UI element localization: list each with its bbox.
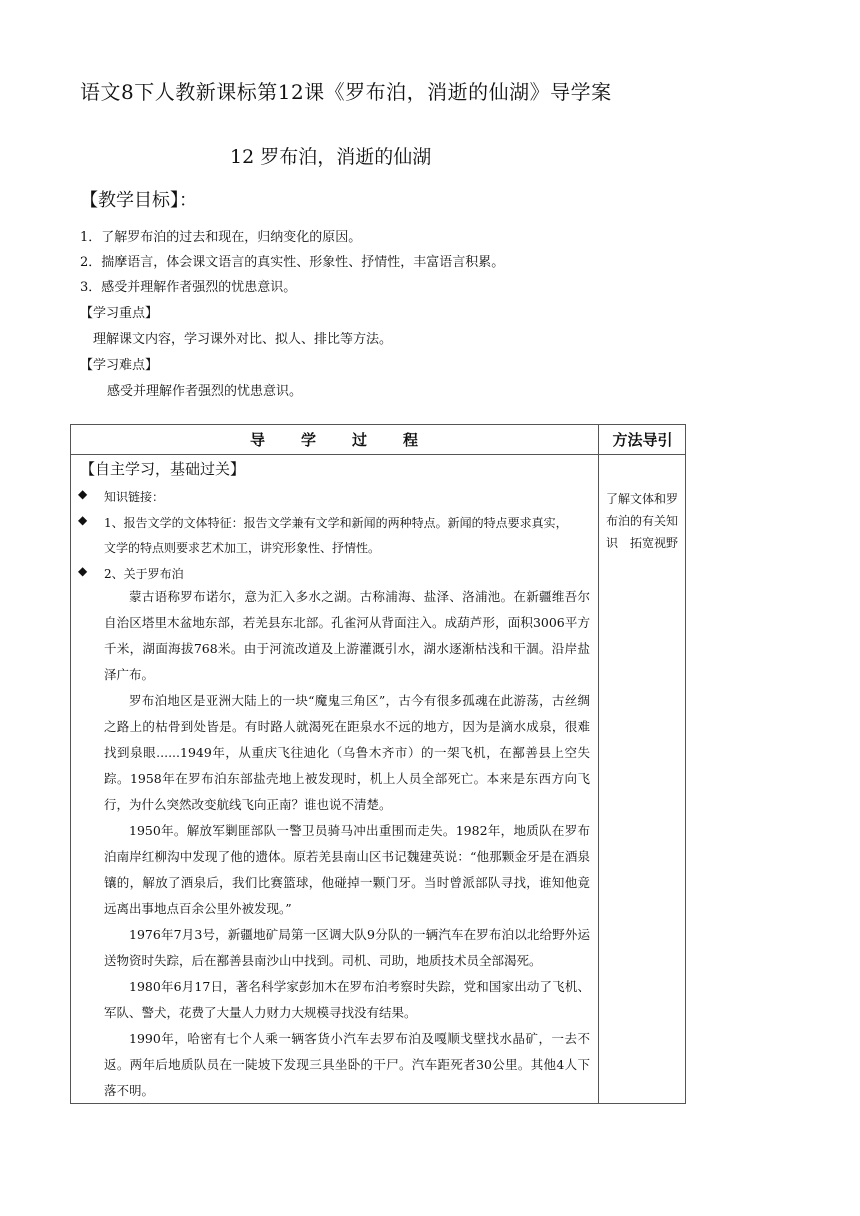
objective-item: 1．了解罗布泊的过去和现在，归纳变化的原因。 [80,230,362,245]
paragraph: 蒙古语称罗布诺尔，意为汇入多水之湖。古称浦海、盐泽、洛浦池。在新疆维吾尔自治区塔里木盆地东部，若羌县东北部。孔雀河从背面注入。成葫芦形，面积3006平方千米，湖面海拔768米。由于河流改道及上游灌溉引水，湖水逐渐枯浅和干涸。沿岸盐泽广布。 [104,589,590,682]
diamond-bullet-icon: ◆ [78,487,88,501]
paragraph: 1950年。解放军剿匪部队一警卫员骑马冲出重围而走失。1982年，地质队在罗布泊南岸红柳沟中发现了他的遗体。原若羌县南山区书记魏建英说：“他那颗金牙是在酒泉镶的，解放了酒泉后，我们比赛篮球，他碰掉一颗门牙。当时曾派部队寻找，谁知他竟远离出事地点百余公里外被发现。” [104,823,590,916]
bullet-text: 1、报告文学的文体特征：报告文学兼有文学和新闻的两种特点。新闻的特点要求真实， [104,516,568,530]
bullet-text: 知识链接： [104,490,165,504]
objectives-heading: 【教学目标】： [80,190,197,211]
difficulty-heading: 【学习难点】 [80,358,159,373]
objective-item: 3．感受并理解作者强烈的忧患意识。 [80,280,297,295]
table-header-process: 导学过程 [249,430,454,449]
bullet-text: 2、关于罗布泊 [104,567,184,581]
diamond-bullet-icon: ◆ [78,564,88,578]
table-header-divider [70,454,686,455]
objective-item: 2．揣摩语言，体会课文语言的真实性、形象性、抒情性，丰富语言积累。 [80,255,505,270]
table-header-method: 方法导引 [612,430,673,449]
difficulty-text: 感受并理解作者强烈的忧患意识。 [107,384,303,399]
lesson-title: 12 罗布泊，消逝的仙湖 [230,146,432,168]
section-heading: 【自主学习，基础过关】 [80,460,246,478]
paragraph: 1976年7月3号，新疆地矿局第一区调大队9分队的一辆汽车在罗布泊以北给野外运送物资时失踪，后在鄯善县南沙山中找到。司机、司助，地质技术员全部渴死。 [104,927,590,968]
diamond-bullet-icon: ◆ [78,513,88,527]
method-note: 了解文体和罗布泊的有关知识 拓宽视野 [606,492,679,550]
table-column-divider [598,424,599,1104]
key-points-text: 理解课文内容，学习课外对比、拟人、排比等方法。 [93,332,393,347]
paragraph: 1980年6月17日，著名科学家彭加木在罗布泊考察时失踪，党和国家出动了飞机、军队、警犬，花费了大量人力财力大规模寻找没有结果。 [104,979,590,1020]
paragraph: 1990年，哈密有七个人乘一辆客货小汽车去罗布泊及嘎顺戈壁找水晶矿，一去不返。两年后地质队员在一陡坡下发现三具坐卧的干尸。汽车距死者30公里。其他4人下落不明。 [104,1031,590,1098]
key-points-heading: 【学习重点】 [80,306,159,321]
paragraph: 罗布泊地区是亚洲大陆上的一块“魔鬼三角区”，古今有很多孤魂在此游荡，古丝绸之路上的枯骨到处皆是。有时路人就渴死在距泉水不远的地方，因为是滴水成泉，很难找到泉眼......1949年，从重庆飞往迪化（乌鲁木齐市）的一架飞机，在鄯善县上空失踪。1958年在罗布泊东部盐壳地上被发现时，机上人员全部死亡。本来是东西方向飞行，为什么突然改变航线飞向正南？谁也说不清楚。 [104,693,590,812]
document-title: 语文8下人教新课标第12课《罗布泊，消逝的仙湖》导学案 [80,80,612,104]
bullet-text-continuation: 文学的特点则要求艺术加工，讲究形象性、抒情性。 [104,541,381,555]
